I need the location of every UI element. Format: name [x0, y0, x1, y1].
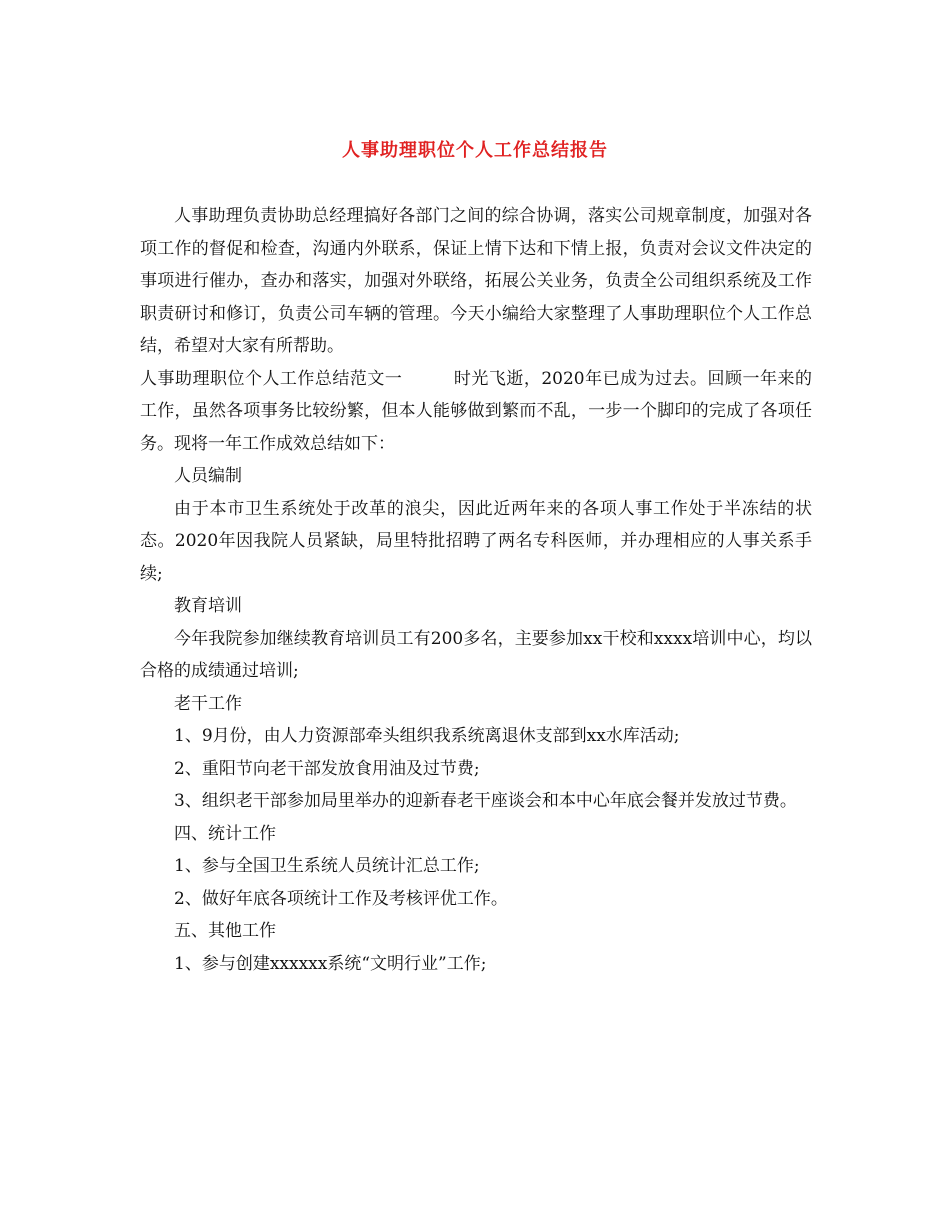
- retirees-item-3: 3、组织老干部参加局里举办的迎新春老干座谈会和本中心年底会餐并发放过节费。: [174, 791, 797, 811]
- sample-intro: 时光飞逝，2020年已成为过去。回顾一年来的工作，虽然各项事务比较纷繁，但本人能够做到繁而不乱，一步一个脚印的完成了各项任务。现将一年工作成效总结如下：: [140, 368, 813, 454]
- sample-heading: 人事助理职位个人工作总结范文一: [140, 368, 403, 389]
- statistics-item-2: 2、做好年底各项统计工作及考核评优工作。: [174, 888, 508, 909]
- section-text-training: 今年我院参加继续教育培训员工有200多名，主要参加xx干校和xxxx培训中心，均以合格的成绩通过培训;: [140, 628, 812, 681]
- document-title: 人事助理职位个人工作总结报告: [342, 140, 608, 161]
- section-heading-retirees: 老干工作: [174, 693, 242, 714]
- document-body: [140, 200, 812, 980]
- sample-paragraph: [140, 363, 812, 461]
- retirees-item-2: 2、重阳节向老干部发放食用油及过节费;: [174, 758, 480, 779]
- retirees-item-1: 1、9月份，由人力资源部牵头组织我系统离退休支部到xx水库活动;: [174, 726, 680, 746]
- statistics-item-1: 1、参与全国卫生系统人员统计汇总工作;: [174, 856, 480, 876]
- intro-paragraph: 人事助理负责协助总经理搞好各部门之间的综合协调，落实公司规章制度，加强对各项工作的督促和检查，沟通内外联系，保证上情下达和下情上报，负责对会议文件决定的事项进行催办，查办和落实，加强对外联络，拓展公关业务，负责全公司组织系统及工作职责研讨和修订，负责公司车辆的管理。今天小编给大家整理了人事助理职位个人工作总结，希望对大家有所帮助。: [140, 206, 812, 356]
- section-text-staffing: 由于本市卫生系统处于改革的浪尖，因此近两年来的各项人事工作处于半冻结的状态。2020年因我院人员紧缺，局里特批招聘了两名专科医师，并办理相应的人事关系手续;: [140, 498, 812, 584]
- section-heading-training: 教育培训: [174, 596, 242, 616]
- other-item-1: 1、参与创建xxxxxx系统“文明行业”工作;: [174, 953, 487, 974]
- section-heading-statistics: 四、统计工作: [174, 823, 276, 844]
- section-heading-other: 五、其他工作: [174, 921, 276, 941]
- section-heading-staffing: 人员编制: [174, 466, 242, 486]
